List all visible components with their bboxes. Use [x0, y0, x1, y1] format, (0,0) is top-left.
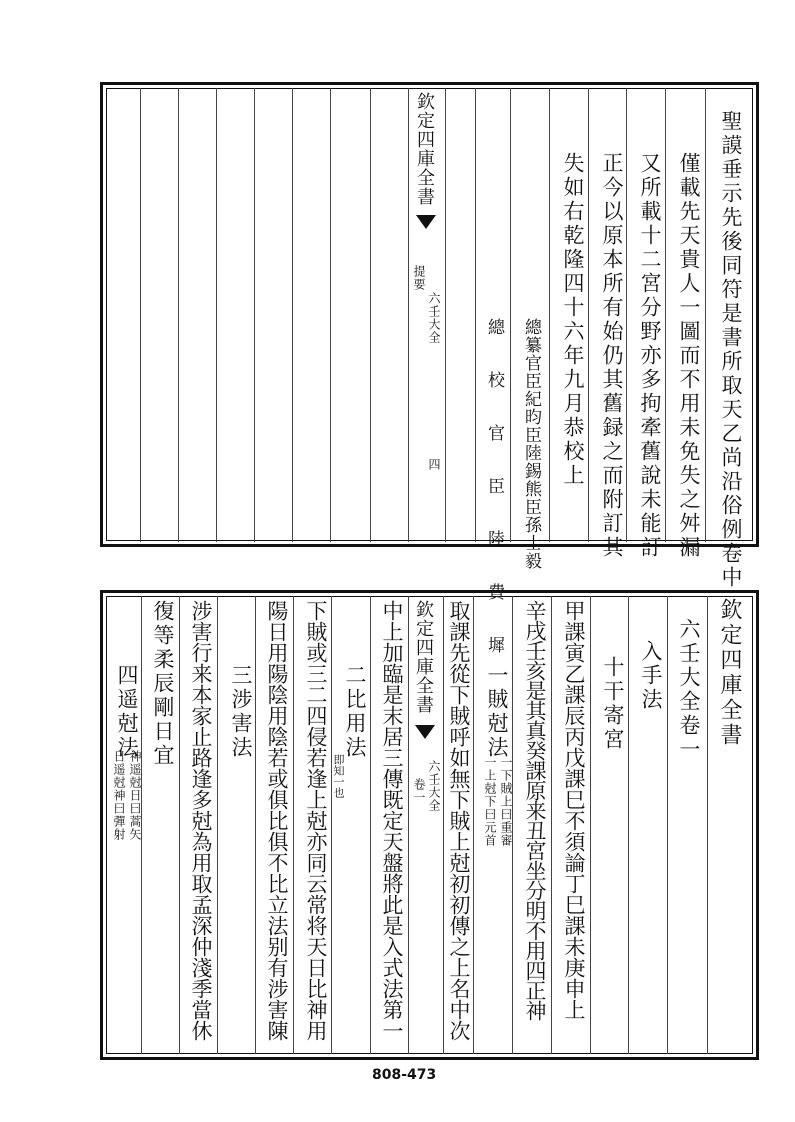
bottom-column-2: 六壬大全卷一	[677, 618, 701, 762]
top-rule-15	[178, 88, 179, 542]
top-rule-6	[510, 88, 511, 542]
bottom-column-4: 十干寄宮	[601, 656, 625, 752]
top-rule-5	[549, 88, 550, 542]
top-column-5: 失如右乾隆四十六年九月恭校上	[561, 152, 585, 488]
top-rule-10	[370, 88, 371, 542]
bottom-rule-8	[443, 596, 444, 1054]
bottom-column-8: 取課先從下賊呼如無下賊上尅初初傳之上名中次	[447, 600, 471, 1041]
top-column-6: 總纂官臣紀昀臣陸錫熊臣孫士毅	[521, 318, 541, 570]
bottom-center-book: 六壬大全	[427, 760, 441, 812]
top-column-2: 僅載先天貴人一圖而不用未免失之舛漏	[677, 152, 701, 560]
bottom-fish-tail	[415, 725, 435, 739]
bottom-note-4: 神遥尅日曰蒿矢	[128, 750, 142, 841]
bottom-column-3: 入手法	[639, 640, 663, 712]
bottom-center-section: 卷一	[412, 778, 426, 804]
top-rule-11	[330, 88, 331, 542]
bottom-column-9: 中上加臨是末居三傳既定天盤將此是入式法第一	[380, 600, 404, 1041]
top-center-title: 欽定四庫全書	[414, 92, 435, 206]
bottom-rule-16	[141, 596, 142, 1054]
bottom-rule-7	[473, 596, 474, 1054]
bottom-note-1: 一下賊上曰重審	[499, 756, 513, 847]
top-rule-14	[216, 88, 217, 542]
bottom-rule-5	[551, 596, 552, 1054]
footer-page-label: 808-473	[372, 1067, 437, 1083]
bottom-rule-2	[667, 596, 668, 1054]
bottom-rule-13	[255, 596, 256, 1054]
bottom-center-title: 欽定四庫全書	[413, 600, 434, 714]
top-rule-16	[140, 88, 141, 542]
bottom-rule-6	[512, 596, 513, 1054]
bottom-rule-15	[179, 596, 180, 1054]
bottom-column-14: 涉害行来本家止路逢多尅為用取孟深仲淺季當休	[189, 600, 213, 1041]
top-rule-8	[445, 88, 446, 542]
top-rule-12	[292, 88, 293, 542]
bottom-rule-3	[628, 596, 629, 1054]
top-rule-3	[626, 88, 627, 542]
bottom-note-5: 日遥尅神曰彈射	[112, 750, 126, 841]
bottom-rule-4	[590, 596, 591, 1054]
top-rule-7	[475, 88, 476, 542]
bottom-column-12: 陽日用陽陰用陰若或俱比俱不比立法别有涉害陳	[265, 600, 289, 1041]
top-rule-13	[254, 88, 255, 542]
bottom-rule-10	[370, 596, 371, 1054]
bottom-column-10: 二比用法	[343, 664, 367, 760]
bottom-note-3: 即知一也	[332, 754, 345, 798]
top-center-section: 提要	[412, 265, 426, 291]
bottom-note-2: 一上尅下曰元首	[483, 756, 497, 847]
bottom-column-1: 欽定四庫全書	[717, 598, 742, 748]
top-rule-4	[588, 88, 589, 542]
top-rule-2	[665, 88, 666, 542]
top-column-3: 又所載十二宮分野亦多拘牽舊說未能訂	[638, 152, 662, 560]
top-center-page-number: 四	[427, 458, 441, 471]
bottom-column-13: 三涉害法	[229, 664, 253, 760]
top-column-7: 總 校 官 臣 陸 費 墀	[484, 318, 504, 661]
top-center-book: 六壬大全	[427, 292, 441, 344]
bottom-column-11: 下賊或三二四侵若逢上尅亦同云常将天日比神用	[304, 600, 328, 1041]
top-rule-9	[408, 88, 409, 542]
top-rule-1	[705, 88, 706, 542]
bottom-column-5: 甲課寅乙課辰丙戊課巳不須論丁巳課未庚申上	[562, 600, 586, 1020]
bottom-column-15: 復等柔辰剛日宜	[151, 600, 175, 768]
bottom-column-6: 辛戌壬亥是其真癸課原来丑宮坐分明不用四正神	[523, 600, 547, 1020]
bottom-column-7: 一賊尅法	[485, 664, 509, 760]
top-column-4: 正今以原本所有始仍其舊録之而附訂其	[600, 152, 624, 560]
top-fish-tail	[416, 215, 436, 229]
bottom-rule-9	[408, 596, 409, 1054]
bottom-rule-12	[293, 596, 294, 1054]
bottom-rule-11	[331, 596, 332, 1054]
bottom-rule-14	[217, 596, 218, 1054]
bottom-column-16: 四遥尅法	[115, 664, 139, 760]
bottom-rule-1	[707, 596, 708, 1054]
top-column-1: 聖謨垂示先後同符是書所取天乙尚沿俗例卷中	[719, 110, 743, 590]
